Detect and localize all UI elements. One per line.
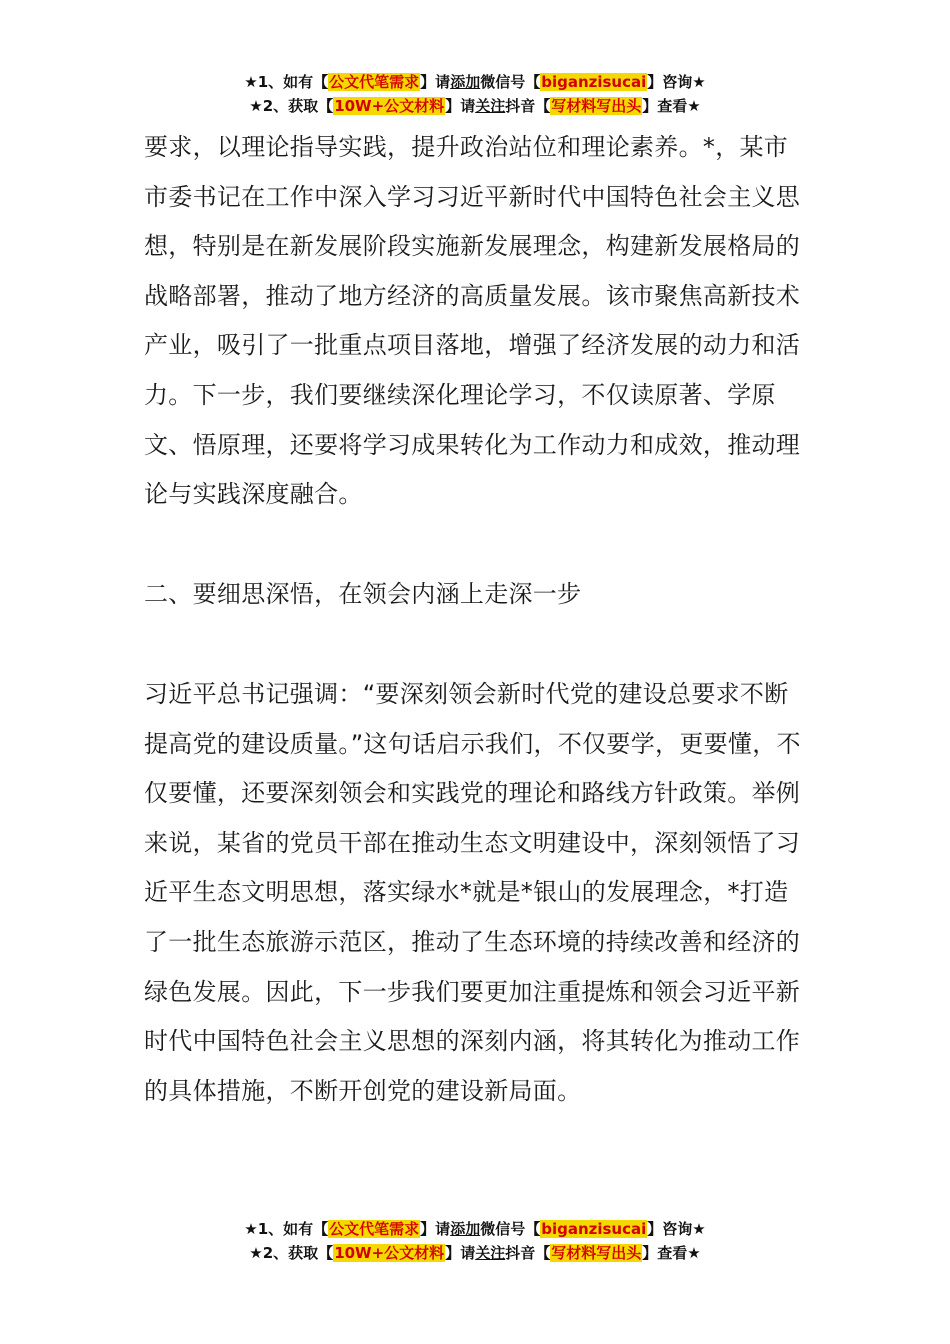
banner-text: ★1、如有【 bbox=[244, 73, 329, 91]
banner-line-2 bbox=[0, 1241, 950, 1265]
banner-text: 】查看★ bbox=[642, 97, 701, 115]
douyin-id-highlight: 写材料写出头 bbox=[551, 97, 642, 115]
banner-text: 】咨询★ bbox=[647, 1220, 706, 1238]
header-banner bbox=[0, 70, 950, 118]
underlined-text: 添加 bbox=[450, 1220, 481, 1238]
banner-text: 微信号【 bbox=[480, 73, 541, 91]
body-paragraph-2: 习近平总书记强调：“要深刻领会新时代党的建设总要求不断提高党的建设质量。”这句话启示我们，不仅要学，更要懂，不仅要懂，还要深刻领会和实践党的理论和路线方针政策。举例来说，某省的党员干部在推动生态文明建设中，深刻领悟了习近平生态文明思想，落实绿水*就是*银山的发展理念，*打造了一批生态旅游示范区，推动了生态环境的持续改善和经济的绿色发展。因此，下一步我们要更加注重提炼和领会习近平新时代中国特色社会主义思想的深刻内涵，将其转化为推动工作的具体措施，不断开创党的建设新局面。 bbox=[144, 680, 801, 1105]
underlined-text: 关注 bbox=[475, 97, 506, 115]
banner-text: ★1、如有【 bbox=[244, 1220, 329, 1238]
footer-banner bbox=[0, 1217, 950, 1265]
banner-line-1 bbox=[0, 1217, 950, 1241]
banner-line-2 bbox=[0, 94, 950, 118]
banner-text: 】请 bbox=[445, 97, 476, 115]
banner-text: ★2、获取【 bbox=[249, 1244, 334, 1262]
highlight-text: 10W+公文材料 bbox=[334, 97, 445, 115]
wechat-id-highlight: biganzisucai bbox=[541, 73, 647, 91]
banner-text: 】咨询★ bbox=[647, 73, 706, 91]
banner-text: 】请 bbox=[445, 1244, 476, 1262]
underlined-text: 关注 bbox=[475, 1244, 506, 1262]
highlight-text: 公文代笔需求 bbox=[329, 73, 420, 91]
wechat-id-highlight: biganzisucai bbox=[541, 1220, 647, 1238]
highlight-text: 公文代笔需求 bbox=[329, 1220, 420, 1238]
body-paragraph-1: 要求，以理论指导实践，提升政治站位和理论素养。*，某市市委书记在工作中深入学习习近平新时代中国特色社会主义思想，特别是在新发展阶段实施新发展理念，构建新发展格局的战略部署，推动了地方经济的高质量发展。该市聚焦高新技术产业，吸引了一批重点项目落地，增强了经济发展的动力和活力。下一步，我们要继续深化理论学习，不仅读原著、学原文、悟原理，还要将学习成果转化为工作动力和成效，推动理论与实践深度融合。 bbox=[144, 133, 801, 509]
banner-line-1 bbox=[0, 70, 950, 94]
banner-text: 】请 bbox=[420, 1220, 451, 1238]
banner-text: 】请 bbox=[420, 73, 451, 91]
douyin-id-highlight: 写材料写出头 bbox=[551, 1244, 642, 1262]
underlined-text: 添加 bbox=[450, 73, 481, 91]
banner-text: 抖音【 bbox=[505, 97, 551, 115]
highlight-text: 10W+公文材料 bbox=[334, 1244, 445, 1262]
banner-text: 抖音【 bbox=[505, 1244, 551, 1262]
banner-text: 微信号【 bbox=[480, 1220, 541, 1238]
banner-text: ★2、获取【 bbox=[249, 97, 334, 115]
banner-text: 】查看★ bbox=[642, 1244, 701, 1262]
section-heading-2: 二、要细思深悟，在领会内涵上走深一步 bbox=[144, 580, 582, 608]
